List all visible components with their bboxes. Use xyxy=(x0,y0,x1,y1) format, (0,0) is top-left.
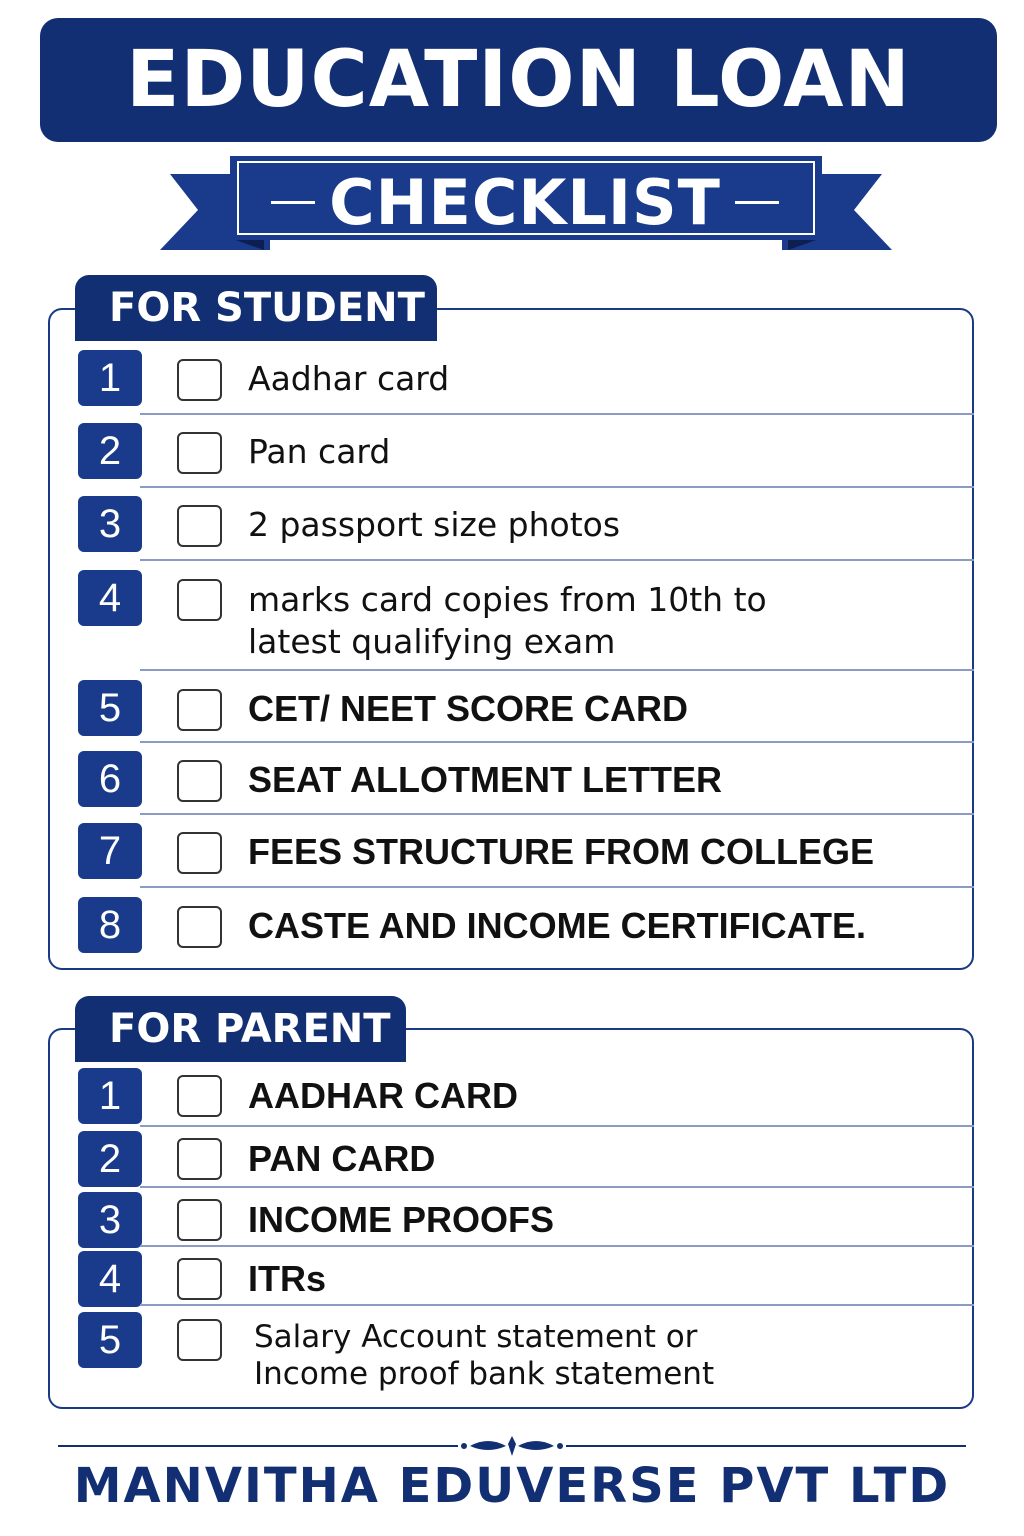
row-divider xyxy=(140,886,974,888)
checkbox-icon[interactable] xyxy=(177,689,222,731)
row-divider xyxy=(140,813,974,815)
item-label: 2 passport size photos xyxy=(248,505,621,544)
item-label: marks card copies from 10th to xyxy=(248,580,767,619)
item-label: SEAT ALLOTMENT LETTER xyxy=(248,759,722,800)
item-label-line2: Income proof bank statement xyxy=(254,1356,715,1392)
row-divider xyxy=(140,559,974,561)
checklist-subtitle: CHECKLIST xyxy=(329,165,721,239)
item-label: CASTE AND INCOME CERTIFICATE. xyxy=(248,905,866,946)
checkbox-icon[interactable] xyxy=(177,1199,222,1241)
item-number-badge: 1 xyxy=(78,350,142,406)
item-number-badge: 2 xyxy=(78,423,142,479)
item-number-badge: 4 xyxy=(78,570,142,626)
item-label: Aadhar card xyxy=(248,359,450,398)
student-section-heading: FOR STUDENT xyxy=(75,275,437,341)
checkbox-icon[interactable] xyxy=(177,432,222,474)
parent-section xyxy=(48,1028,974,1409)
checkbox-icon[interactable] xyxy=(177,579,222,621)
student-section xyxy=(48,308,974,970)
item-label: FEES STRUCTURE FROM COLLEGE xyxy=(248,831,875,872)
item-label-line2: latest qualifying exam xyxy=(248,622,616,661)
row-divider xyxy=(140,1125,974,1127)
item-number-badge: 3 xyxy=(78,496,142,552)
item-number-badge: 5 xyxy=(78,1312,142,1368)
parent-section-heading: FOR PARENT xyxy=(75,996,406,1062)
page-title: EDUCATION LOAN xyxy=(126,35,911,125)
checkbox-icon[interactable] xyxy=(177,1075,222,1117)
row-divider xyxy=(140,1245,974,1247)
row-divider xyxy=(140,486,974,488)
checkbox-icon[interactable] xyxy=(177,1258,222,1300)
checkbox-icon[interactable] xyxy=(177,832,222,874)
ribbon-dash-left xyxy=(271,201,315,204)
item-number-badge: 3 xyxy=(78,1192,142,1248)
ribbon-dash-right xyxy=(735,201,779,204)
item-number-badge: 4 xyxy=(78,1251,142,1307)
item-number-badge: 2 xyxy=(78,1131,142,1187)
row-divider xyxy=(140,413,974,415)
item-label: AADHAR CARD xyxy=(248,1075,518,1116)
company-name: MANVITHA EDUVERSE PVT LTD xyxy=(73,1458,951,1514)
ribbon-label-group xyxy=(230,158,820,246)
item-label: CET/ NEET SCORE CARD xyxy=(248,688,689,729)
checkbox-icon[interactable] xyxy=(177,1319,222,1361)
checkbox-icon[interactable] xyxy=(177,760,222,802)
checkbox-icon[interactable] xyxy=(177,1138,222,1180)
title-banner xyxy=(40,18,997,142)
item-label: PAN CARD xyxy=(248,1138,436,1179)
checkbox-icon[interactable] xyxy=(177,505,222,547)
row-divider xyxy=(140,1304,974,1306)
item-number-badge: 7 xyxy=(78,823,142,879)
flourish-ornament-icon xyxy=(58,1434,966,1458)
item-label: INCOME PROOFS xyxy=(248,1199,555,1240)
checkbox-icon[interactable] xyxy=(177,359,222,401)
item-number-badge: 5 xyxy=(78,680,142,736)
item-number-badge: 1 xyxy=(78,1068,142,1124)
item-label: Pan card xyxy=(248,432,391,471)
item-number-badge: 6 xyxy=(78,751,142,807)
row-divider xyxy=(140,669,974,671)
checklist-ribbon xyxy=(160,152,892,258)
row-divider xyxy=(140,741,974,743)
row-divider xyxy=(140,1186,974,1188)
item-label: Salary Account statement or xyxy=(254,1319,698,1355)
item-number-badge: 8 xyxy=(78,897,142,953)
checkbox-icon[interactable] xyxy=(177,906,222,948)
item-label: ITRs xyxy=(248,1258,327,1299)
